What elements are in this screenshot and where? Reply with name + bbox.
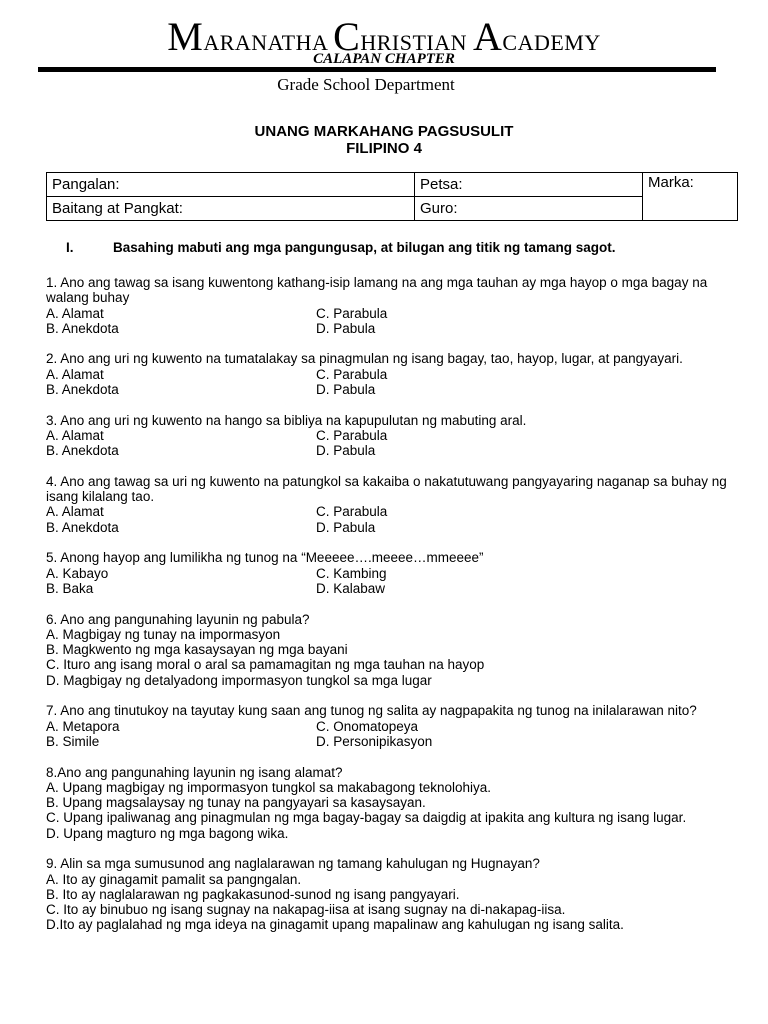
answer-option[interactable]: A. Kabayo <box>46 565 109 581</box>
section-number: I. <box>66 240 74 255</box>
question-stem: 4. Ano ang tawag sa uri ng kuwento na patungkol sa kakaiba o nakatutuwang pangyayaring naganap sa buhay ng isang kilalang tao. <box>46 473 727 505</box>
student-info-table <box>46 172 738 221</box>
answer-option[interactable]: A. Alamat <box>46 305 104 321</box>
answer-option[interactable]: C. Onomatopeya <box>316 718 419 734</box>
department-name: Grade School Department <box>277 75 455 94</box>
answer-option[interactable]: B. Simile <box>46 733 100 749</box>
question-8 <box>46 765 736 841</box>
answer-option[interactable]: D.Ito ay paglalahad ng mga ideya na ginagamit upang mapalinaw ang kahulugan ng isang salita. <box>46 917 624 933</box>
question-5 <box>46 550 736 596</box>
answer-option[interactable]: D. Kalabaw <box>316 580 386 596</box>
question-9 <box>46 856 736 932</box>
answer-option[interactable]: D. Pabula <box>316 443 376 459</box>
answer-option[interactable]: C. Upang ipaliwanag ang pinagmulan ng mga bagay-bagay sa daigdig at ipakita ang kultura ng isang lugar. <box>46 810 687 826</box>
answer-option[interactable]: B. Ito ay naglalarawan ng pagkakasunod-sunod ng isang pangyayari. <box>46 886 460 902</box>
question-stem: 9. Alin sa mga sumusunod ang naglalarawan ng tamang kahulugan ng Hugnayan? <box>46 856 540 872</box>
answer-option[interactable]: A. Metapora <box>46 718 120 734</box>
option-row <box>46 581 736 596</box>
answer-option[interactable]: A. Upang magbigay ng impormasyon tungkol sa makabagong teknolohiya. <box>46 779 492 795</box>
answer-option[interactable]: C. Parabula <box>316 504 388 520</box>
answer-option[interactable]: D. Magbigay ng detalyadong impormasyon tungkol sa mga lugar <box>46 672 432 688</box>
answer-option[interactable]: A. Alamat <box>46 504 104 520</box>
chapter-name: CALAPAN CHAPTER <box>313 51 455 67</box>
question-2 <box>46 351 736 397</box>
question-stem: 3. Ano ang uri ng kuwento na hango sa bibliya na kapupulutan ng mabuting aral. <box>46 412 527 428</box>
answer-option[interactable]: D. Personipikasyon <box>316 733 433 749</box>
question-stem: 2. Ano ang uri ng kuwento na tumatalakay sa pinagmulan ng isang bagay, tao, hayop, lugar, at pangyayari. <box>46 351 683 367</box>
question-stem: 1. Ano ang tawag sa isang kuwentong kathang-isip lamang na ang mga tauhan ay mga hayop o mga bagay na walang buhay <box>46 275 708 306</box>
school-word-1: MARANATHA <box>167 14 328 59</box>
answer-option[interactable]: D. Pabula <box>316 519 376 535</box>
exam-title: UNANG MARKAHANG PAGSUSULIT <box>254 123 514 140</box>
question-1 <box>46 275 736 336</box>
answer-option[interactable]: A. Alamat <box>46 427 104 443</box>
question-stem: 8.Ano ang pangunahing layunin ng isang alamat? <box>46 764 343 780</box>
header-divider <box>38 67 716 72</box>
question-4 <box>46 474 736 535</box>
question-list <box>46 275 736 948</box>
option-row <box>46 504 736 519</box>
answer-option[interactable]: D. Pabula <box>316 382 376 398</box>
question-7 <box>46 703 736 749</box>
question-stem: 5. Anong hayop ang lumilikha ng tunog na “Meeeee….meeee…mmeeee” <box>46 550 484 566</box>
answer-option[interactable]: B. Baka <box>46 580 94 596</box>
answer-option[interactable]: D. Pabula <box>316 320 376 336</box>
option-row <box>46 321 736 336</box>
question-6 <box>46 612 736 688</box>
answer-option[interactable]: B. Magkwento ng mga kasaysayan ng mga bayani <box>46 642 348 658</box>
answer-option[interactable]: D. Upang magturo ng mga bagong wika. <box>46 825 289 841</box>
option-row <box>46 719 736 734</box>
answer-option[interactable]: C. Parabula <box>316 366 388 382</box>
option-row <box>46 734 736 749</box>
teacher-field[interactable]: Guro: <box>415 197 643 221</box>
answer-option[interactable]: B. Anekdota <box>46 320 119 336</box>
option-row <box>46 367 736 382</box>
option-row <box>46 443 736 458</box>
option-row <box>46 382 736 397</box>
score-field[interactable]: Marka: <box>643 173 738 221</box>
answer-option[interactable]: C. Ito ay binubuo ng isang sugnay na nakapag-iisa at isang sugnay na di-nakapag-iisa. <box>46 902 566 918</box>
option-row <box>46 306 736 321</box>
grade-section-field[interactable]: Baitang at Pangkat: <box>47 197 415 221</box>
answer-option[interactable]: B. Anekdota <box>46 443 119 459</box>
school-word-3: ACADEMY <box>473 14 601 59</box>
answer-option[interactable]: C. Ituro ang isang moral o aral sa pamamagitan ng mga tauhan na hayop <box>46 657 485 673</box>
answer-option[interactable]: A. Ito ay ginagamit pamalit sa pangngalan. <box>46 871 302 887</box>
question-stem: 6. Ano ang pangunahing layunin ng pabula? <box>46 611 310 627</box>
school-word-2: CHRISTIAN <box>333 14 467 59</box>
answer-option[interactable]: A. Magbigay ng tunay na impormasyon <box>46 626 281 642</box>
answer-option[interactable]: C. Parabula <box>316 427 388 443</box>
option-row <box>46 520 736 535</box>
question-stem: 7. Ano ang tinutukoy na tayutay kung saan ang tunog ng salita ay nagpapakita ng tunog na inilalarawan nito? <box>46 703 697 719</box>
answer-option[interactable]: A. Alamat <box>46 366 104 382</box>
date-field[interactable]: Petsa: <box>415 173 643 197</box>
exam-subject: FILIPINO 4 <box>346 140 422 157</box>
answer-option[interactable]: C. Kambing <box>316 565 387 581</box>
answer-option[interactable]: C. Parabula <box>316 305 388 321</box>
name-field[interactable]: Pangalan: <box>47 173 415 197</box>
answer-option[interactable]: B. Anekdota <box>46 519 119 535</box>
answer-option[interactable]: B. Upang magsalaysay ng tunay na pangyayari sa kasaysayan. <box>46 795 426 811</box>
option-row <box>46 566 736 581</box>
question-3 <box>46 413 736 459</box>
option-row <box>46 428 736 443</box>
answer-option[interactable]: B. Anekdota <box>46 382 119 398</box>
instruction-text: Basahing mabuti ang mga pangungusap, at bilugan ang titik ng tamang sagot. <box>113 240 616 255</box>
